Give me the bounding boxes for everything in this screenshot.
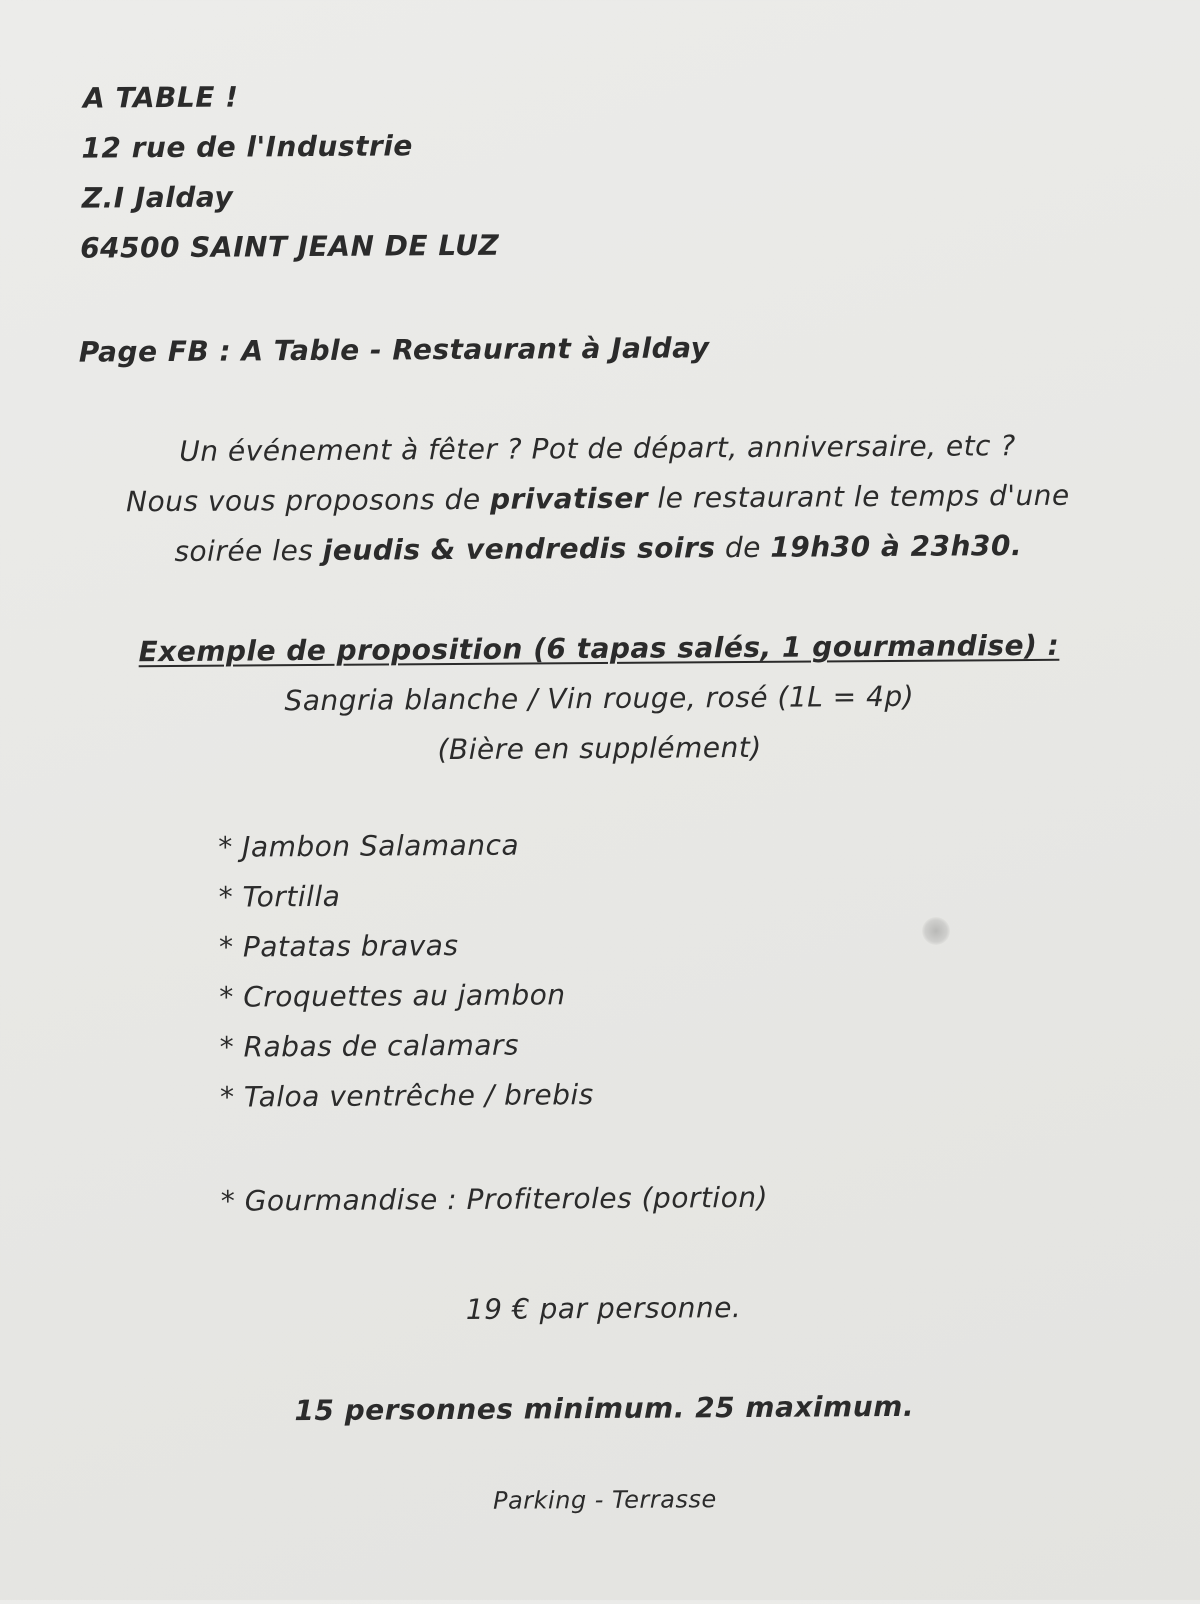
capacity: 15 personnes minimum. 25 maximum.: [294, 1389, 915, 1428]
list-item: * Jambon Salamanca: [218, 828, 520, 864]
intro-line-2-part-c: le restaurant le temps d'une: [647, 478, 1070, 515]
list-item: * Tortilla: [218, 879, 341, 914]
intro-line-2-part-a: Nous vous proposons de: [125, 482, 491, 519]
intro-days: jeudis & vendredis soirs: [322, 531, 716, 567]
intro-privatiser: privatiser: [489, 481, 649, 516]
intro-line-3-part-a: soirée les: [174, 533, 323, 568]
intro-line-1: Un événement à fêter ? Pot de départ, anniversaire, etc ?: [179, 429, 1016, 468]
list-item: * Rabas de calamars: [219, 1028, 520, 1064]
proposal-heading: Exemple de proposition (6 tapas salés, 1 gourmandise) :: [138, 628, 1060, 669]
footer-amenities: Parking - Terrasse: [492, 1485, 717, 1515]
list-item: * Patatas bravas: [218, 928, 459, 964]
paper-spot: [922, 917, 950, 945]
list-item: * Croquettes au jambon: [219, 978, 566, 1014]
intro-line-2: [0, 478, 1198, 519]
facebook-page: Page FB : A Table - Restaurant à Jalday: [78, 331, 710, 369]
dessert-item: * Gourmandise : Profiteroles (portion): [220, 1180, 769, 1218]
intro-hours: 19h30 à 23h30.: [770, 529, 1023, 564]
proposal-drinks: Sangria blanche / Vin rouge, rosé (1L = 4p): [284, 679, 915, 718]
price: 19 € par personne.: [465, 1291, 742, 1326]
restaurant-name: A TABLE !: [82, 80, 239, 115]
address-zone: Z.I Jalday: [81, 180, 234, 215]
proposal-beer: (Bière en supplément): [437, 730, 762, 767]
address-city: 64500 SAINT JEAN DE LUZ: [80, 228, 500, 265]
intro-line-3-part-c: de: [715, 530, 771, 565]
address-street: 12 rue de l'Industrie: [81, 129, 413, 165]
list-item: * Taloa ventrêche / brebis: [219, 1078, 594, 1114]
intro-line-3: [0, 528, 1198, 569]
